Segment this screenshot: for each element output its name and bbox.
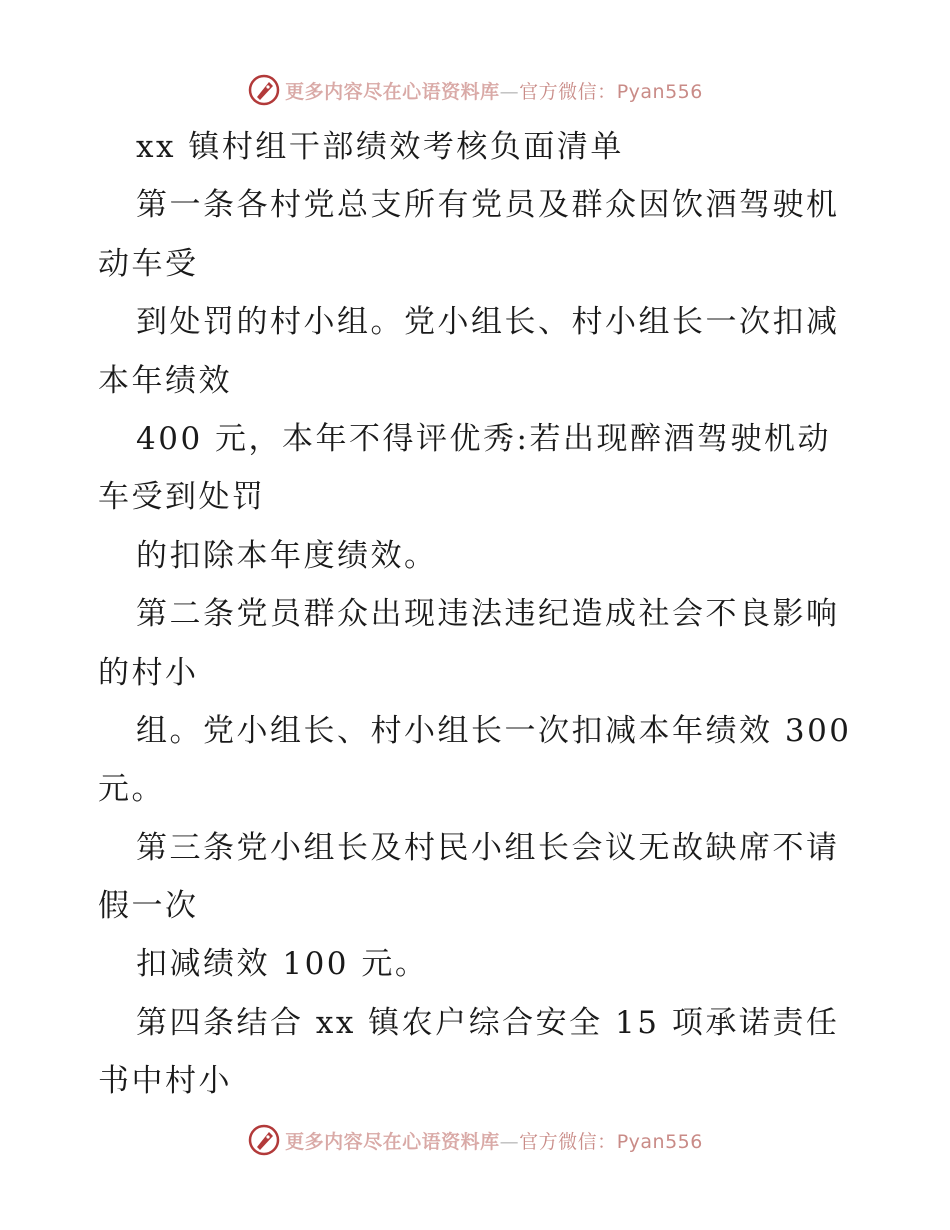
paragraph-line: 第二条党员群众出现违法违纪造成社会不良影响 bbox=[136, 596, 840, 633]
paragraph-line: 本年绩效 bbox=[98, 362, 232, 399]
pen-nib-logo-icon bbox=[247, 73, 281, 107]
banner-wechat-label: 官方微信： bbox=[519, 80, 617, 103]
banner-wechat-id: Pyan556 bbox=[616, 80, 703, 103]
paragraph-line: 动车受 bbox=[98, 245, 199, 282]
paragraph-line: 车受到处罚 bbox=[98, 479, 266, 516]
banner-main-text: 更多内容尽在心语资料库 bbox=[285, 1130, 500, 1153]
header-banner bbox=[0, 70, 950, 110]
paragraph-line: 元。 bbox=[98, 771, 165, 808]
paragraph-line: 到处罚的村小组。党小组长、村小组长一次扣减 bbox=[136, 304, 840, 341]
paragraph-line: 第一条各村党总支所有党员及群众因饮酒驾驶机 bbox=[136, 187, 840, 224]
banner-main-text: 更多内容尽在心语资料库 bbox=[285, 80, 500, 103]
paragraph-line: 第三条党小组长及村民小组长会议无故缺席不请 bbox=[136, 829, 840, 866]
paragraph-line: 书中村小 bbox=[98, 1063, 232, 1100]
paragraph-line: 假一次 bbox=[98, 888, 199, 925]
banner-wechat-id: Pyan556 bbox=[616, 1130, 703, 1153]
footer-banner bbox=[0, 1120, 950, 1160]
document-body bbox=[98, 118, 858, 1111]
paragraph-line: 组。党小组长、村小组长一次扣减本年绩效 300 bbox=[136, 712, 852, 749]
paragraph-line: 的扣除本年度绩效。 bbox=[136, 537, 438, 574]
paragraph-line: 第四条结合 xx 镇农户综合安全 15 项承诺责任 bbox=[136, 1004, 840, 1041]
paragraph-line: 扣减绩效 100 元。 bbox=[136, 946, 429, 983]
pen-nib-logo-icon bbox=[247, 1123, 281, 1157]
paragraph-line: 400 元，本年不得评优秀:若出现醉酒驾驶机动 bbox=[136, 420, 831, 457]
banner-separator: — bbox=[499, 1130, 520, 1153]
banner-wechat-label: 官方微信： bbox=[519, 1130, 617, 1153]
document-title: xx 镇村组干部绩效考核负面清单 bbox=[136, 129, 624, 165]
banner-separator: — bbox=[499, 80, 520, 103]
paragraph-line: 的村小 bbox=[98, 654, 199, 691]
